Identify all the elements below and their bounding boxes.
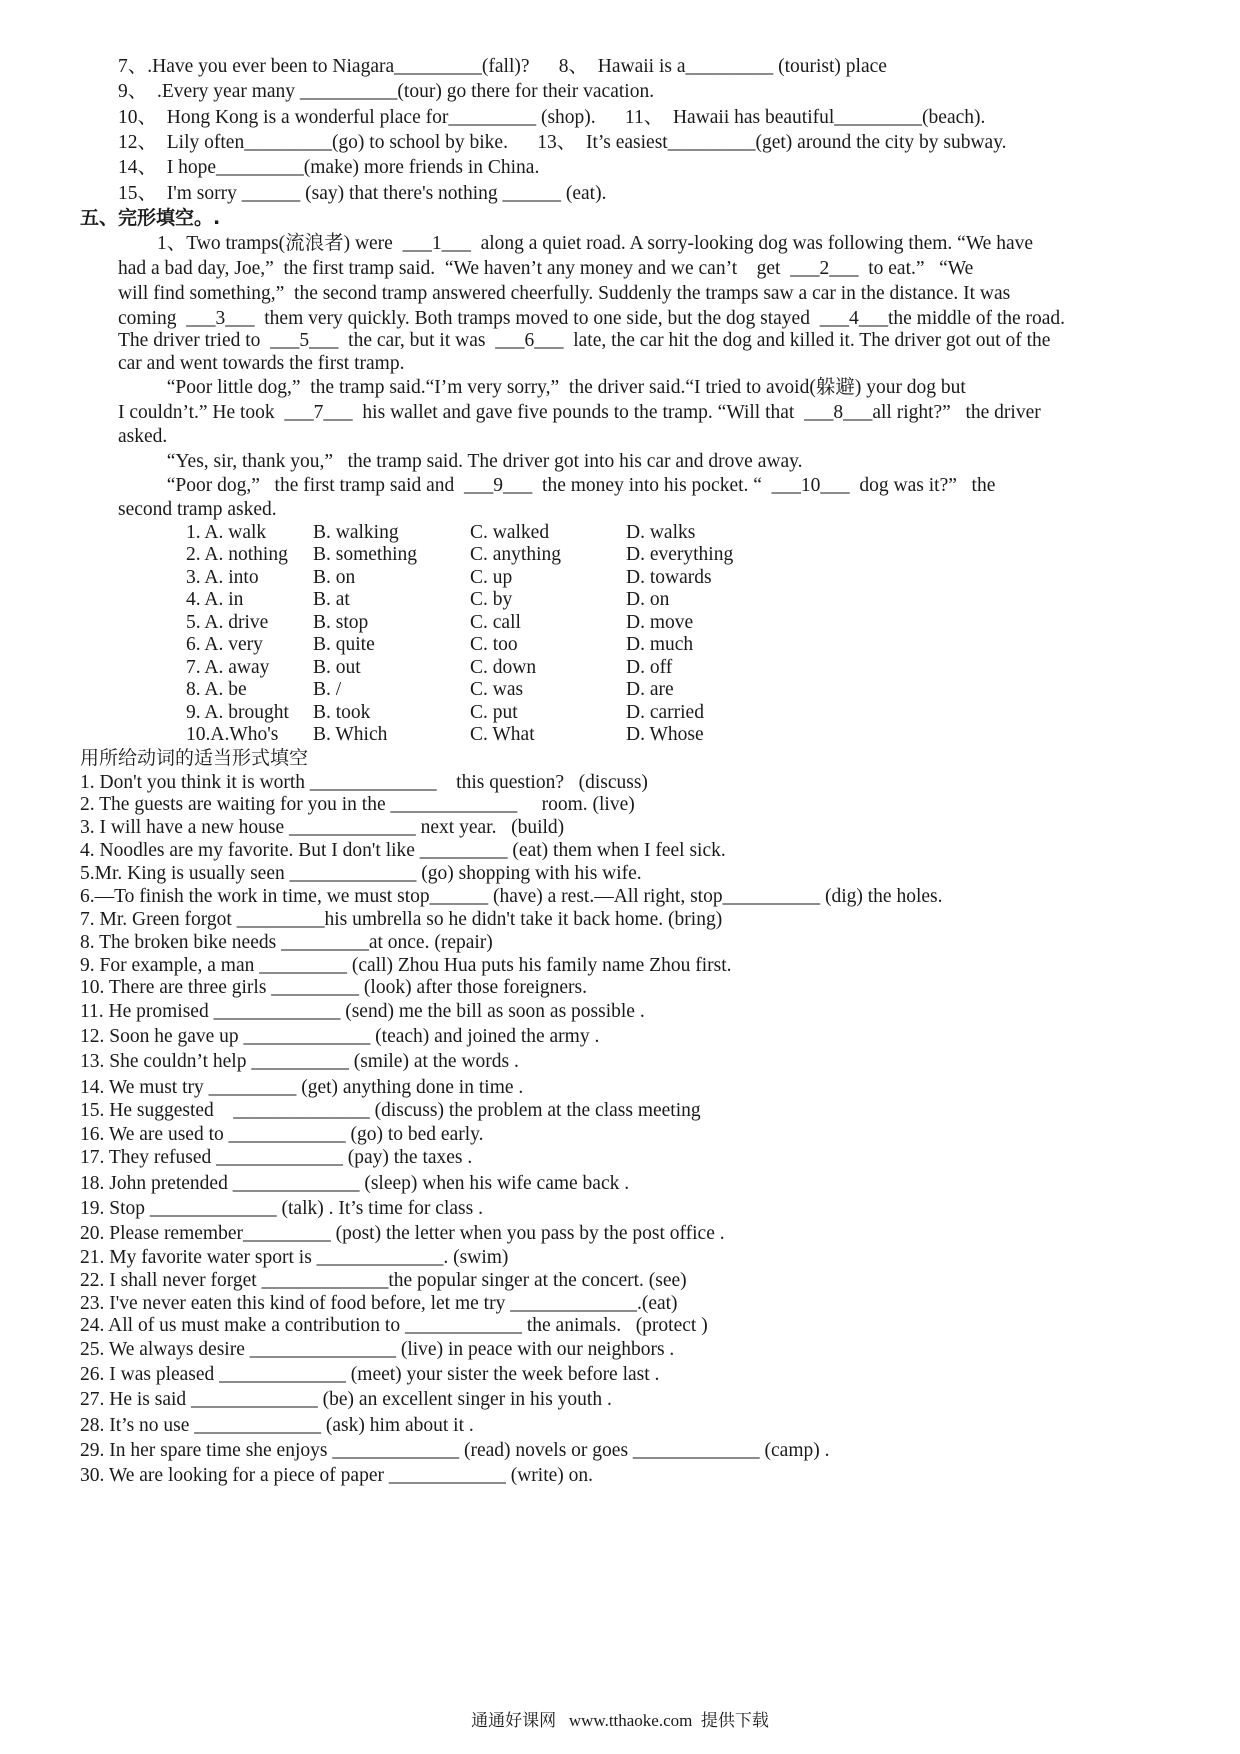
option-a: 6. A. very: [186, 634, 263, 655]
option-b: B. stop: [313, 612, 369, 633]
exercise-item: 2. The guests are waiting for you in the _____________ room. (live): [80, 794, 635, 815]
passage-line: I couldn’t.” He took ___7___ his wallet and gave five pounds to the tramp. “Will that ___8___all right?” the driver: [118, 402, 1041, 423]
exercise-item: 8. The broken bike needs _________at once. (repair): [80, 932, 493, 953]
option-a: 9. A. brought: [186, 702, 289, 723]
passage-line: second tramp asked.: [118, 499, 277, 520]
exercise-item: 11. He promised _____________ (send) me the bill as soon as possible .: [80, 1001, 645, 1022]
exercise-item: 26. I was pleased _____________ (meet) your sister the week before last .: [80, 1364, 660, 1385]
exercise-item: 21. My favorite water sport is _____________. (swim): [80, 1247, 509, 1268]
option-c: C. call: [470, 612, 521, 633]
exercise-item: 27. He is said _____________ (be) an excellent singer in his youth .: [80, 1389, 612, 1410]
passage-line: The driver tried to ___5___ the car, but it was ___6___ late, the car hit the dog and killed it. The driver got out of the: [118, 330, 1051, 351]
exercise-item: 16. We are used to ____________ (go) to bed early.: [80, 1124, 484, 1145]
exercise-item: 14. We must try _________ (get) anything done in time .: [80, 1077, 524, 1098]
exercise-item: 28. It’s no use _____________ (ask) him about it .: [80, 1415, 474, 1436]
passage-line: car and went towards the first tramp.: [118, 353, 405, 374]
option-c: C. walked: [470, 522, 550, 543]
exercise-item: 20. Please remember_________ (post) the letter when you pass by the post office .: [80, 1223, 725, 1244]
passage-line: had a bad day, Joe,” the first tramp said. “We haven’t any money and we can’t get ___2___ to eat.” “We: [118, 258, 974, 279]
exercise-line: 10、 Hong Kong is a wonderful place for_________ (shop). 11、 Hawaii has beautiful_________(beach).: [118, 107, 986, 128]
option-b: B. at: [313, 589, 350, 610]
passage-line: 1、Two tramps(流浪者) were ___1___ along a quiet road. A sorry-looking dog was following them. “We have: [118, 233, 1034, 254]
exercise-item: 23. I've never eaten this kind of food before, let me try _____________.(eat): [80, 1293, 678, 1314]
exercise-item: 17. They refused _____________ (pay) the taxes .: [80, 1147, 473, 1168]
exercise-item: 10. There are three girls _________ (look) after those foreigners.: [80, 977, 588, 998]
exercise-item: 18. John pretended _____________ (sleep) when his wife came back .: [80, 1173, 630, 1194]
section-heading-cloze: 五、完形填空。.: [80, 207, 221, 229]
option-a: 10.A.Who's: [186, 724, 279, 745]
option-d: D. walks: [626, 522, 696, 543]
option-b: B. /: [313, 679, 342, 700]
passage-line: asked.: [118, 426, 168, 447]
option-c: C. too: [470, 634, 518, 655]
option-d: D. off: [626, 657, 673, 678]
option-d: D. on: [626, 589, 670, 610]
option-a: 7. A. away: [186, 657, 270, 678]
option-a: 3. A. into: [186, 567, 259, 588]
exercise-line: 7、.Have you ever been to Niagara_________(fall)? 8、 Hawaii is a_________ (tourist) place: [118, 56, 887, 77]
option-d: D. Whose: [626, 724, 704, 745]
option-d: D. everything: [626, 544, 734, 565]
option-b: B. out: [313, 657, 361, 678]
exercise-item: 5.Mr. King is usually seen _____________ (go) shopping with his wife.: [80, 863, 642, 884]
exercise-item: 3. I will have a new house _____________ next year. (build): [80, 817, 565, 838]
passage-line: “Yes, sir, thank you,” the tramp said. The driver got into his car and drove away.: [118, 451, 803, 472]
option-b: B. on: [313, 567, 356, 588]
option-d: D. carried: [626, 702, 704, 723]
exercise-item: 22. I shall never forget _____________the popular singer at the concert. (see): [80, 1270, 687, 1291]
option-a: 8. A. be: [186, 679, 247, 700]
passage-line: “Poor dog,” the first tramp said and ___9___ the money into his pocket. “ ___10___ dog was it?” the: [118, 475, 996, 496]
exercise-item: 29. In her spare time she enjoys _____________ (read) novels or goes _____________ (camp) .: [80, 1440, 830, 1461]
section-heading-verb-forms: 用所给动词的适当形式填空: [80, 747, 309, 769]
option-c: C. was: [470, 679, 524, 700]
passage-line: will find something,” the second tramp answered cheerfully. Suddenly the tramps saw a car in the distance. It was: [118, 283, 1011, 304]
exercise-item: 25. We always desire _______________ (live) in peace with our neighbors .: [80, 1339, 675, 1360]
exercise-line: 9、 .Every year many __________(tour) go there for their vacation.: [118, 81, 655, 102]
passage-line: coming ___3___ them very quickly. Both tramps moved to one side, but the dog stayed ___4___the middle of the road.: [118, 308, 1066, 329]
option-b: B. Which: [313, 724, 388, 745]
exercise-line: 14、 I hope_________(make) more friends in China.: [118, 157, 540, 178]
option-c: C. anything: [470, 544, 561, 565]
exercise-item: 9. For example, a man _________ (call) Zhou Hua puts his family name Zhou first.: [80, 955, 732, 976]
option-c: C. up: [470, 567, 513, 588]
exercise-item: 1. Don't you think it is worth _____________ this question? (discuss): [80, 772, 648, 793]
option-b: B. quite: [313, 634, 375, 655]
option-c: C. What: [470, 724, 535, 745]
exercise-item: 12. Soon he gave up _____________ (teach) and joined the army .: [80, 1026, 600, 1047]
passage-line: “Poor little dog,” the tramp said.“I’m very sorry,” the driver said.“I tried to avoid(躲避) your dog but: [118, 377, 966, 398]
option-d: D. towards: [626, 567, 712, 588]
option-b: B. walking: [313, 522, 399, 543]
option-d: D. are: [626, 679, 674, 700]
exercise-item: 19. Stop _____________ (talk) . It’s time for class .: [80, 1198, 483, 1219]
exercise-item: 13. She couldn’t help __________ (smile) at the words .: [80, 1051, 519, 1072]
exercise-line: 12、 Lily often_________(go) to school by bike. 13、 It’s easiest_________(get) around the city by subway.: [118, 132, 1007, 153]
exercise-item: 6.—To finish the work in time, we must stop______ (have) a rest.—All right, stop__________ (dig) the holes.: [80, 886, 943, 907]
option-b: B. took: [313, 702, 371, 723]
exercise-line: 15、 I'm sorry ______ (say) that there's nothing ______ (eat).: [118, 183, 607, 204]
option-c: C. put: [470, 702, 518, 723]
option-d: D. move: [626, 612, 694, 633]
option-c: C. by: [470, 589, 513, 610]
option-b: B. something: [313, 544, 418, 565]
exercise-item: 30. We are looking for a piece of paper ____________ (write) on.: [80, 1465, 594, 1486]
option-a: 1. A. walk: [186, 522, 267, 543]
exercise-item: 15. He suggested ______________ (discuss) the problem at the class meeting: [80, 1100, 701, 1121]
option-a: 2. A. nothing: [186, 544, 288, 565]
option-a: 4. A. in: [186, 589, 244, 610]
exercise-item: 7. Mr. Green forgot _________his umbrella so he didn't take it back home. (bring): [80, 909, 723, 930]
page-footer: 通通好课网 www.tthaoke.com 提供下载: [471, 1711, 769, 1730]
option-d: D. much: [626, 634, 694, 655]
exercise-item: 24. All of us must make a contribution to ____________ the animals. (protect ): [80, 1315, 708, 1336]
exercise-item: 4. Noodles are my favorite. But I don't like _________ (eat) them when I feel sick.: [80, 840, 726, 861]
option-c: C. down: [470, 657, 537, 678]
option-a: 5. A. drive: [186, 612, 269, 633]
